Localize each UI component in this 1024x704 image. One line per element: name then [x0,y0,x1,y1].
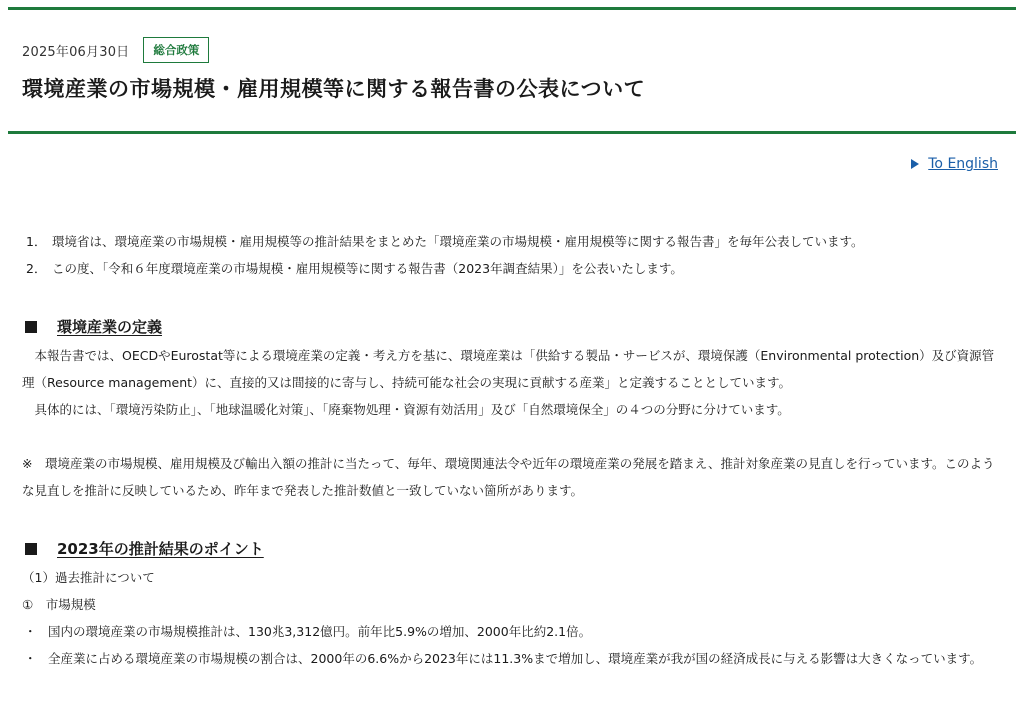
article-body [22,228,1004,672]
page-title: 環境産業の市場規模・雇用規模等に関する報告書の公表について [22,77,646,101]
bullet-mark: ・ [24,651,37,666]
subsection-label: （1）過去推計について [22,570,155,585]
to-english-label: To English [928,156,998,172]
section-heading-text: 2023年の推計結果のポイント [57,540,264,558]
square-bullet-icon [25,543,37,555]
to-english-link[interactable] [911,156,998,172]
definition-paragraph: 本報告書では、OECDやEurostat等による環境産業の定義・考え方を基に、環境産業は「供給する製品・サービスが、環境保護（Environmental protection）及び資源管理（Resource management）に、直接的又は間接的に寄与し、持続可能な社会の実現に貢献する産業」と定義することとしています。 [22,348,995,390]
header-divider [8,131,1016,134]
bullet-item [22,618,1004,645]
bullet-text: 国内の環境産業の市場規模推計は、130兆3,312億円。前年比5.9%の増加、2000年比約2.1倍。 [48,624,592,639]
bullet-text: 全産業に占める環境産業の市場規模の割合は、2000年の6.6%から2023年には11.3%まで増加し、環境産業が我が国の経済成長に与える影響は大きくなっています。 [48,651,983,666]
list-item [22,255,1004,282]
article-header [22,36,1002,104]
list-item-number: 1． [26,234,47,249]
section-heading-results [22,534,1004,564]
spacer [22,282,1004,312]
note-paragraph: ※ 環境産業の市場規模、雇用規模及び輸出入額の推計に当たって、毎年、環境関連法令や近年の環境産業の発展を踏まえ、推計対象産業の見直しを行っています。このような見直しを推計に反映しているため、昨年まで発表した推計数値と一致していない箇所があります。 [22,456,995,498]
list-item [22,228,1004,255]
subsection-label: ① 市場規模 [22,597,96,612]
spacer [22,423,1004,450]
triangle-right-icon [911,159,919,169]
list-item-text: 環境省は、環境産業の市場規模・雇用規模等の推計結果をまとめた「環境産業の市場規模・雇用規模等に関する報告書」を毎年公表しています。 [52,234,864,249]
section-heading-text: 環境産業の定義 [57,318,163,336]
list-item-number: 2． [26,261,47,276]
spacer [22,504,1004,534]
category-badge[interactable]: 総合政策 [143,37,209,63]
square-bullet-icon [25,321,37,333]
bullet-mark: ・ [24,624,37,639]
meta-row [22,36,1002,64]
publish-date: 2025年06月30日 [22,44,130,60]
list-item-text: この度、「令和６年度環境産業の市場規模・雇用規模等に関する報告書（2023年調査結果）」を公表いたします。 [52,261,683,276]
bullet-item [22,645,1004,672]
definition-paragraph: 具体的には、「環境汚染防止」、「地球温暖化対策」、「廃棄物処理・資源有効活用」及び「自然環境保全」の４つの分野に分けています。 [34,402,790,417]
top-divider [8,7,1016,10]
section-heading-definition [22,312,1004,342]
